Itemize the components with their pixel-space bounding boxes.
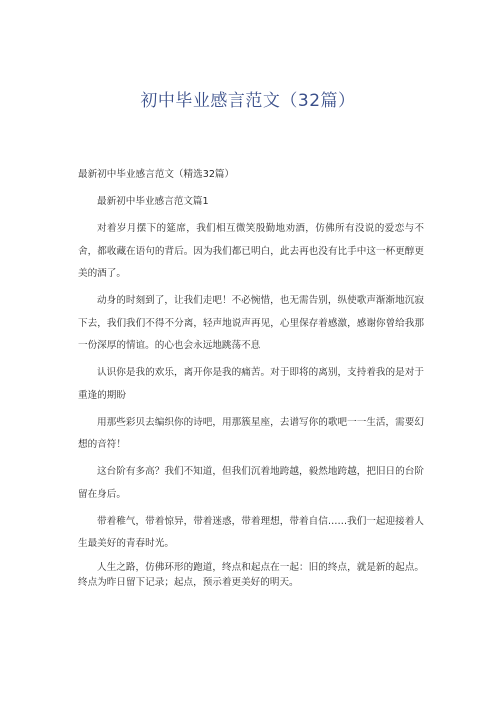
paragraph: 认识你是我的欢乐，离开你是我的痛苦。对于即将的离别，支持着我的是对于重逢的期盼 [78,367,424,401]
paragraph: 带着稚气，带着惊异，带着迷惑，带着理想，带着自信……我们一起迎接着人生最美好的青春时光。 [78,515,424,549]
paragraph: 对着岁月摆下的筵席，我们相互微笑殷勤地劝酒，仿佛所有没说的爱恋与不舍，都收藏在语句的背后。因为我们都已明白，此去再也没有比手中这一杯更醇更美的酒了。 [78,223,424,279]
paragraph: 人生之路，仿佛环形的跑道，终点和起点在一起：旧的终点，就是新的起点。终点为昨日留下记录；起点，预示着更美好的明天。 [78,562,424,588]
paragraph: 这台阶有多高？我们不知道，但我们沉着地跨越，毅然地跨越，把旧日的台阶留在身后。 [78,466,424,500]
section-heading: 最新初中毕业感言范文篇1 [97,196,209,207]
document-body [78,164,424,595]
paragraph: 动身的时刻到了，让我们走吧！不必惋惜，也无需告别，纵使歌声渐渐地沉寂下去，我们我们不得不分离，轻声地说声再见，心里保存着感激，感谢你曾给我那一份深厚的情谊。的心也会永远地跳荡不息 [78,295,424,351]
document-subtitle: 最新初中毕业感言范文（精选32篇） [78,169,235,180]
paragraph: 用那些彩贝去编织你的诗吧，用那簇星座，去谱写你的歌吧一一生活，需要幻想的音符！ [78,416,424,450]
document-title: 初中毕业感言范文（32篇） [140,91,356,111]
